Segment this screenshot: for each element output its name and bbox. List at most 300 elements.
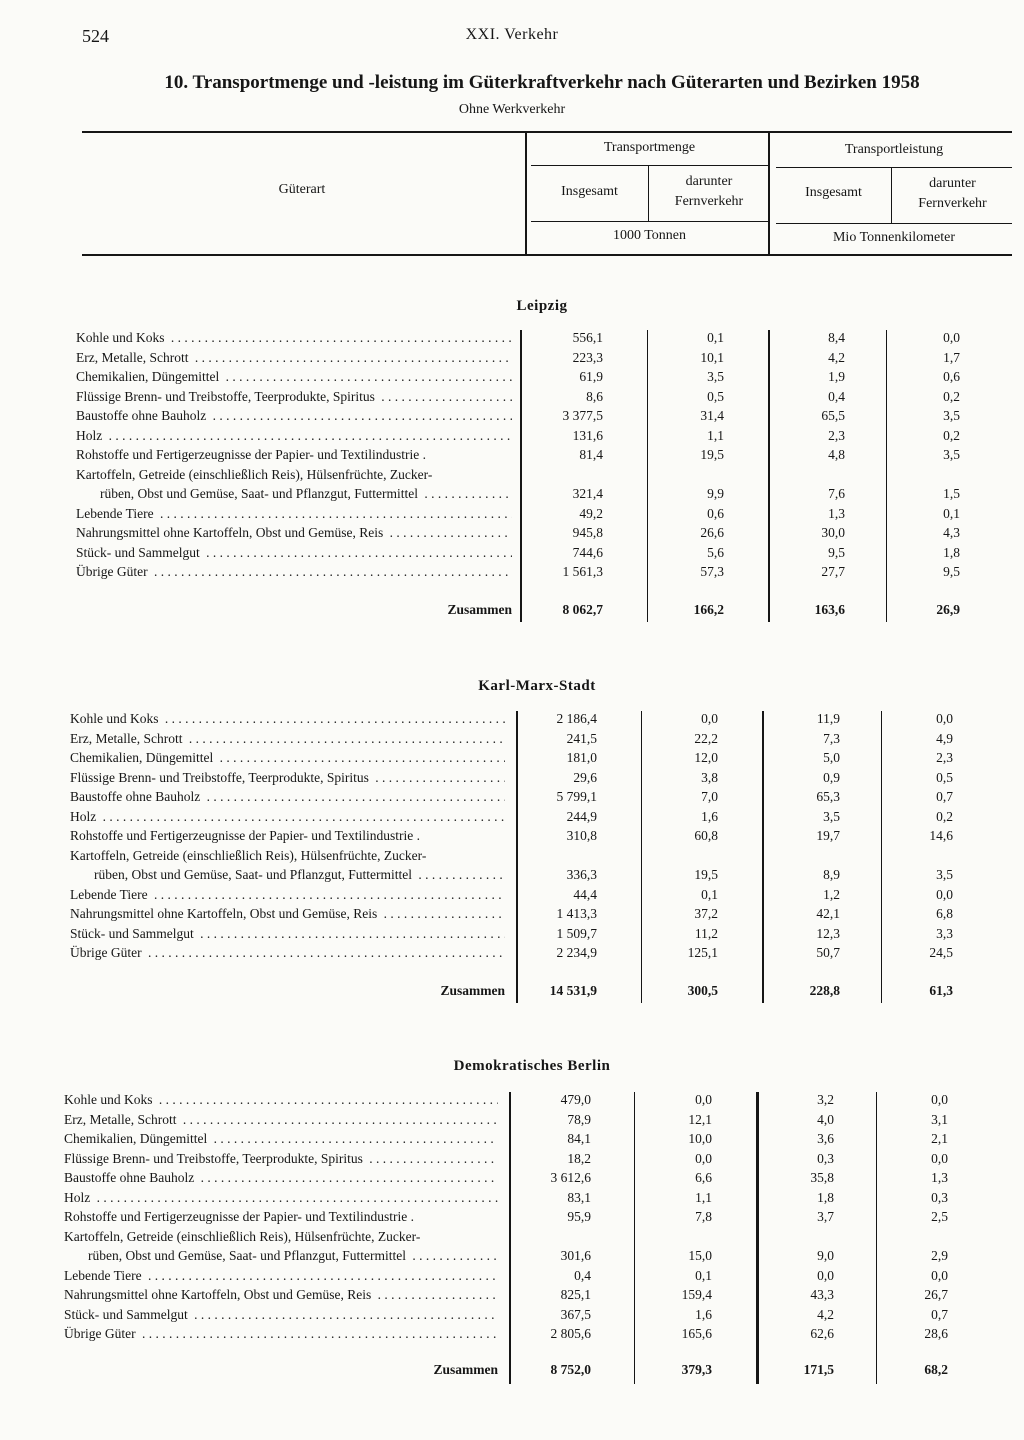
value-fernverkehr-menge: 159,4 — [681, 1287, 712, 1302]
value-fernverkehr-menge: 0,0 — [695, 1150, 712, 1166]
row-label-text: Rohstoffe und Fertigerzeugnisse der Papier- und Textilindustrie . — [70, 828, 423, 843]
row-label — [70, 711, 505, 727]
table-row — [0, 428, 1024, 447]
row-label — [70, 887, 505, 903]
table-title: 10. Transportmenge und -leistung im Güterkraftverkehr nach Güterarten und Bezirken 1958 — [164, 72, 920, 93]
value-insgesamt-menge: 81,4 — [579, 447, 603, 462]
row-label-text: Nahrungsmittel ohne Kartoffeln, Obst und Gemüse, Reis — [64, 1287, 374, 1302]
table-row — [0, 1326, 1024, 1345]
row-label-text: rüben, Obst und Gemüse, Saat- und Pflanzgut, Futtermittel — [100, 486, 421, 501]
row-label — [64, 1190, 498, 1206]
value-insgesamt-leistung: 0,9 — [823, 769, 840, 785]
table-row — [0, 1307, 1024, 1326]
table-row — [0, 945, 1024, 964]
row-label-text: Flüssige Brenn- und Treibstoffe, Teerprodukte, Spiritus — [76, 389, 378, 404]
value-fernverkehr-leistung: 24,5 — [929, 945, 953, 960]
row-label — [76, 506, 512, 522]
row-label — [64, 1268, 498, 1284]
value-insgesamt-menge: 223,3 — [572, 349, 603, 365]
row-label-text: Nahrungsmittel ohne Kartoffeln, Obst und Gemüse, Reis — [76, 525, 386, 540]
value-insgesamt-leistung: 3,5 — [823, 808, 840, 824]
value-insgesamt-menge: 556,1 — [572, 330, 603, 345]
value-fernverkehr-menge: 15,0 — [688, 1248, 712, 1263]
table-row — [0, 1151, 1024, 1170]
table-row — [0, 1209, 1024, 1228]
value-fernverkehr-menge: 0,1 — [707, 330, 724, 345]
leader-dots — [179, 1112, 498, 1127]
value-fernverkehr-leistung: 1,5 — [943, 486, 960, 501]
value-insgesamt-leistung: 8,9 — [823, 867, 840, 882]
value-fernverkehr-leistung: 0,2 — [943, 427, 960, 443]
value-fernverkehr-menge: 57,3 — [700, 564, 724, 579]
table-row — [0, 1190, 1024, 1209]
value-insgesamt-leistung: 11,9 — [816, 711, 840, 726]
row-label-text: Flüssige Brenn- und Treibstoffe, Teerprodukte, Spiritus — [64, 1151, 366, 1166]
value-insgesamt-menge: 0,4 — [574, 1267, 591, 1283]
value-fernverkehr-leistung: 9,5 — [943, 564, 960, 579]
value-insgesamt-menge: 8,6 — [586, 388, 603, 404]
value-fernverkehr-menge: 0,0 — [701, 711, 718, 726]
value-insgesamt-leistung: 4,0 — [817, 1111, 834, 1127]
value-insgesamt-leistung: 0,4 — [828, 388, 845, 404]
table-row — [0, 789, 1024, 808]
row-label-text: Stück- und Sammelgut — [64, 1307, 191, 1322]
total-value-fernverkehr-menge: 379,3 — [681, 1362, 712, 1377]
value-insgesamt-menge: 84,1 — [567, 1131, 591, 1146]
row-label-text: Lebende Tiere — [70, 887, 151, 902]
leader-dots — [99, 809, 505, 824]
row-label-text: Lebende Tiere — [76, 506, 157, 521]
row-label-text: Kartoffeln, Getreide (einschließlich Reis), Hülsenfrüchte, Zucker- — [76, 467, 435, 482]
value-fernverkehr-menge: 6,6 — [695, 1170, 712, 1185]
header-fernverkehr-menge: Fernverkehr — [674, 194, 744, 209]
value-insgesamt-menge: 2 805,6 — [550, 1326, 591, 1341]
value-insgesamt-menge: 321,4 — [572, 486, 603, 501]
leader-dots — [380, 906, 505, 921]
row-label — [64, 1112, 498, 1128]
leader-dots — [185, 731, 505, 746]
table-row — [0, 1287, 1024, 1306]
header-divider — [525, 133, 527, 254]
value-fernverkehr-leistung: 3,3 — [936, 925, 953, 941]
value-fernverkehr-menge: 1,6 — [701, 808, 718, 824]
row-label-text: Stück- und Sammelgut — [70, 926, 197, 941]
value-insgesamt-leistung: 1,8 — [817, 1189, 834, 1205]
value-insgesamt-leistung: 50,7 — [816, 945, 840, 960]
value-fernverkehr-menge: 60,8 — [694, 828, 718, 843]
total-label: Zusammen — [433, 1362, 498, 1377]
value-fernverkehr-menge: 26,6 — [700, 525, 724, 540]
row-label — [76, 408, 512, 424]
header-insgesamt-menge: Insgesamt — [561, 184, 618, 199]
value-fernverkehr-menge: 0,6 — [707, 505, 724, 521]
table-row — [0, 369, 1024, 388]
row-label-text: Chemikalien, Düngemittel — [76, 369, 222, 384]
row-label — [70, 945, 505, 961]
value-fernverkehr-menge: 125,1 — [687, 945, 718, 960]
value-fernverkehr-leistung: 0,5 — [936, 769, 953, 785]
value-insgesamt-menge: 479,0 — [560, 1092, 591, 1107]
total-label: Zusammen — [447, 602, 512, 617]
value-fernverkehr-menge: 0,1 — [695, 1267, 712, 1283]
value-fernverkehr-leistung: 1,8 — [943, 544, 960, 560]
value-insgesamt-leistung: 43,3 — [810, 1287, 834, 1302]
total-row — [0, 602, 1024, 621]
row-label — [94, 867, 505, 883]
value-insgesamt-leistung: 7,6 — [828, 486, 845, 501]
row-label — [70, 906, 505, 922]
leader-dots — [421, 486, 512, 501]
value-fernverkehr-menge: 19,5 — [694, 867, 718, 882]
value-insgesamt-menge: 131,6 — [572, 427, 603, 443]
total-value-fernverkehr-menge: 166,2 — [693, 602, 724, 617]
value-insgesamt-leistung: 5,0 — [823, 750, 840, 765]
row-label — [70, 731, 505, 747]
value-fernverkehr-leistung: 0,0 — [943, 330, 960, 345]
row-label — [70, 828, 505, 844]
value-insgesamt-menge: 1 509,7 — [556, 925, 597, 941]
value-fernverkehr-menge: 12,0 — [694, 750, 718, 765]
leader-dots — [222, 369, 512, 384]
leader-dots — [197, 1170, 498, 1185]
value-insgesamt-menge: 95,9 — [567, 1209, 591, 1224]
header-divider — [768, 133, 770, 254]
leader-dots — [105, 428, 512, 443]
section-title: Demokratisches Berlin — [453, 1058, 611, 1074]
table-row — [0, 330, 1024, 349]
value-fernverkehr-leistung: 0,0 — [931, 1267, 948, 1283]
leader-dots — [386, 525, 512, 540]
value-fernverkehr-leistung: 4,3 — [943, 525, 960, 540]
value-insgesamt-leistung: 1,2 — [823, 886, 840, 902]
row-label-text: Übrige Güter — [76, 564, 151, 579]
value-insgesamt-menge: 241,5 — [566, 730, 597, 746]
row-label-text: Holz — [64, 1190, 93, 1205]
total-value-fernverkehr-leistung: 61,3 — [929, 983, 953, 998]
table-row — [0, 770, 1024, 789]
total-value-insgesamt-leistung: 163,6 — [814, 602, 845, 617]
value-insgesamt-leistung: 42,1 — [816, 906, 840, 921]
leader-dots — [145, 945, 505, 960]
value-fernverkehr-leistung: 0,0 — [931, 1092, 948, 1107]
value-fernverkehr-menge: 10,0 — [688, 1131, 712, 1146]
table-row — [0, 1229, 1024, 1248]
value-fernverkehr-leistung: 4,9 — [936, 730, 953, 746]
row-label — [76, 428, 512, 444]
value-fernverkehr-leistung: 2,9 — [931, 1248, 948, 1263]
value-fernverkehr-leistung: 0,0 — [936, 711, 953, 726]
row-label — [70, 789, 505, 805]
value-fernverkehr-leistung: 0,0 — [931, 1150, 948, 1166]
value-fernverkehr-leistung: 0,7 — [936, 789, 953, 804]
value-insgesamt-leistung: 30,0 — [821, 525, 845, 540]
leader-dots — [191, 350, 512, 365]
row-label — [76, 330, 512, 346]
value-fernverkehr-leistung: 3,5 — [943, 408, 960, 423]
header-unit-rule — [776, 223, 1012, 224]
value-fernverkehr-menge: 12,1 — [688, 1111, 712, 1127]
value-insgesamt-leistung: 62,6 — [810, 1326, 834, 1341]
value-insgesamt-leistung: 4,8 — [828, 447, 845, 462]
header-darunter-leistung: darunter — [929, 176, 976, 191]
value-insgesamt-leistung: 7,3 — [823, 730, 840, 746]
value-fernverkehr-menge: 1,1 — [695, 1189, 712, 1205]
total-value-fernverkehr-leistung: 26,9 — [936, 602, 960, 617]
value-fernverkehr-menge: 0,1 — [701, 886, 718, 902]
value-insgesamt-leistung: 3,2 — [817, 1092, 834, 1107]
value-fernverkehr-leistung: 6,8 — [936, 906, 953, 921]
header-bottom-rule — [82, 254, 1012, 256]
table-row — [0, 1131, 1024, 1150]
section-title: Karl-Marx-Stadt — [478, 678, 596, 694]
value-insgesamt-menge: 181,0 — [566, 750, 597, 765]
value-insgesamt-leistung: 4,2 — [828, 349, 845, 365]
row-label-text: Rohstoffe und Fertigerzeugnisse der Papier- und Textilindustrie . — [76, 447, 429, 462]
value-fernverkehr-menge: 22,2 — [694, 730, 718, 746]
row-label — [70, 848, 505, 864]
running-head: XXI. Verkehr — [465, 26, 559, 43]
value-fernverkehr-leistung: 2,5 — [931, 1209, 948, 1224]
row-label-text: Kohle und Koks — [64, 1092, 156, 1107]
value-fernverkehr-leistung: 3,5 — [936, 867, 953, 882]
row-label — [64, 1131, 498, 1147]
leader-dots — [366, 1151, 498, 1166]
row-label-text: Übrige Güter — [70, 945, 145, 960]
row-label-text: Stück- und Sammelgut — [76, 545, 203, 560]
row-label-text: Kartoffeln, Getreide (einschließlich Reis), Hülsenfrüchte, Zucker- — [64, 1229, 423, 1244]
row-label-text: Baustoffe ohne Bauholz — [70, 789, 203, 804]
table-row — [0, 389, 1024, 408]
header-group-rule — [776, 167, 1012, 168]
row-label — [64, 1092, 498, 1108]
row-label-text: Flüssige Brenn- und Treibstoffe, Teerprodukte, Spiritus — [70, 770, 372, 785]
leader-dots — [139, 1326, 498, 1341]
table-row — [0, 545, 1024, 564]
row-label-text: rüben, Obst und Gemüse, Saat- und Pflanzgut, Futtermittel — [88, 1248, 409, 1263]
row-label — [76, 389, 512, 405]
value-fernverkehr-menge: 9,9 — [707, 486, 724, 501]
total-value-insgesamt-menge: 8 752,0 — [550, 1362, 591, 1377]
value-fernverkehr-leistung: 3,5 — [943, 447, 960, 462]
table-row — [0, 506, 1024, 525]
table-row — [0, 525, 1024, 544]
leader-dots — [191, 1307, 498, 1322]
page-number: 524 — [82, 26, 109, 46]
value-fernverkehr-menge: 11,2 — [694, 925, 718, 941]
value-insgesamt-menge: 2 234,9 — [556, 945, 597, 960]
header-transportmenge: Transportmenge — [603, 140, 696, 155]
table-row — [0, 1092, 1024, 1111]
total-value-fernverkehr-menge: 300,5 — [687, 983, 718, 998]
table-row — [0, 408, 1024, 427]
leader-dots — [93, 1190, 498, 1205]
value-insgesamt-leistung: 65,3 — [816, 789, 840, 804]
row-label — [64, 1209, 498, 1225]
row-label-text: Kartoffeln, Getreide (einschließlich Reis), Hülsenfrüchte, Zucker- — [70, 848, 429, 863]
value-fernverkehr-leistung: 0,2 — [943, 388, 960, 404]
leader-dots — [168, 330, 513, 345]
header-divider — [891, 168, 892, 223]
value-fernverkehr-leistung: 26,7 — [924, 1287, 948, 1302]
row-label-text: Holz — [70, 809, 99, 824]
leader-dots — [151, 887, 505, 902]
value-insgesamt-menge: 83,1 — [567, 1189, 591, 1205]
value-insgesamt-menge: 3 612,6 — [550, 1170, 591, 1185]
section-title: Leipzig — [516, 298, 568, 314]
table-subtitle: Ohne Werkverkehr — [458, 102, 566, 117]
leader-dots — [203, 789, 505, 804]
value-fernverkehr-menge: 10,1 — [700, 349, 724, 365]
total-value-fernverkehr-leistung: 68,2 — [924, 1362, 948, 1377]
leader-dots — [162, 711, 506, 726]
value-insgesamt-menge: 744,6 — [572, 544, 603, 560]
value-insgesamt-leistung: 1,9 — [828, 369, 845, 384]
value-insgesamt-leistung: 0,3 — [817, 1150, 834, 1166]
table-row — [0, 1112, 1024, 1131]
value-insgesamt-menge: 78,9 — [567, 1111, 591, 1127]
total-row — [0, 983, 1024, 1002]
value-fernverkehr-leistung: 0,7 — [931, 1306, 948, 1322]
header-transportleistung: Transportleistung — [844, 142, 944, 157]
value-insgesamt-leistung: 9,0 — [817, 1248, 834, 1263]
leader-dots — [415, 867, 505, 882]
value-insgesamt-menge: 301,6 — [560, 1248, 591, 1263]
table-row — [0, 809, 1024, 828]
header-group-rule — [531, 165, 768, 166]
table-row — [0, 711, 1024, 730]
value-fernverkehr-menge: 7,0 — [701, 789, 718, 804]
value-fernverkehr-menge: 3,5 — [707, 369, 724, 384]
value-insgesamt-leistung: 1,3 — [828, 505, 845, 521]
header-unit-leistung: Mio Tonnenkilometer — [832, 230, 956, 245]
value-fernverkehr-leistung: 0,3 — [931, 1189, 948, 1205]
table-row — [0, 750, 1024, 769]
value-insgesamt-menge: 1 413,3 — [556, 906, 597, 921]
value-fernverkehr-leistung: 0,2 — [936, 808, 953, 824]
value-fernverkehr-menge: 1,1 — [707, 427, 724, 443]
header-fernverkehr-leistung: Fernverkehr — [918, 196, 987, 211]
row-label-text: Chemikalien, Düngemittel — [64, 1131, 210, 1146]
row-label — [100, 486, 512, 502]
value-insgesamt-menge: 18,2 — [567, 1150, 591, 1166]
leader-dots — [209, 408, 512, 423]
row-label-text: Übrige Güter — [64, 1326, 139, 1341]
value-fernverkehr-leistung: 0,0 — [936, 886, 953, 902]
value-fernverkehr-leistung: 1,3 — [931, 1170, 948, 1185]
table-row — [0, 1248, 1024, 1267]
table-row — [0, 564, 1024, 583]
value-fernverkehr-menge: 37,2 — [694, 906, 718, 921]
value-fernverkehr-menge: 0,0 — [695, 1092, 712, 1107]
header-top-rule — [82, 131, 1012, 133]
value-insgesamt-menge: 3 377,5 — [562, 408, 603, 423]
value-insgesamt-leistung: 19,7 — [816, 828, 840, 843]
total-value-insgesamt-menge: 14 531,9 — [549, 983, 597, 998]
value-fernverkehr-menge: 1,6 — [695, 1306, 712, 1322]
row-label — [64, 1229, 498, 1245]
value-fernverkehr-leistung: 2,1 — [931, 1131, 948, 1146]
value-insgesamt-leistung: 65,5 — [821, 408, 845, 423]
value-fernverkehr-menge: 5,6 — [707, 544, 724, 560]
row-label — [64, 1326, 498, 1342]
value-fernverkehr-menge: 19,5 — [700, 447, 724, 462]
total-value-insgesamt-menge: 8 062,7 — [562, 602, 603, 617]
header-divider — [648, 166, 649, 221]
value-fernverkehr-menge: 165,6 — [681, 1326, 712, 1341]
total-value-insgesamt-leistung: 228,8 — [809, 983, 840, 998]
leader-dots — [157, 506, 512, 521]
total-label: Zusammen — [440, 983, 505, 998]
leader-dots — [156, 1092, 499, 1107]
value-insgesamt-leistung: 0,0 — [817, 1267, 834, 1283]
table-row — [0, 486, 1024, 505]
row-label-text: Baustoffe ohne Bauholz — [64, 1170, 197, 1185]
leader-dots — [409, 1248, 498, 1263]
row-label-text: Erz, Metalle, Schrott — [76, 350, 191, 365]
value-insgesamt-leistung: 8,4 — [828, 330, 845, 345]
value-fernverkehr-menge: 7,8 — [695, 1209, 712, 1224]
value-insgesamt-leistung: 27,7 — [821, 564, 845, 579]
value-insgesamt-menge: 2 186,4 — [556, 711, 597, 726]
row-label — [76, 369, 512, 385]
value-fernverkehr-leistung: 28,6 — [924, 1326, 948, 1341]
row-label-text: Erz, Metalle, Schrott — [70, 731, 185, 746]
value-insgesamt-menge: 49,2 — [579, 505, 603, 521]
value-insgesamt-menge: 44,4 — [573, 886, 597, 902]
row-label-text: Lebende Tiere — [64, 1268, 145, 1283]
value-insgesamt-menge: 336,3 — [566, 867, 597, 882]
leader-dots — [197, 926, 505, 941]
row-label — [76, 545, 512, 561]
total-row — [0, 1362, 1024, 1381]
table-row — [0, 828, 1024, 847]
value-fernverkehr-leistung: 14,6 — [929, 828, 953, 843]
value-fernverkehr-leistung: 0,6 — [943, 369, 960, 384]
value-insgesamt-menge: 244,9 — [566, 808, 597, 824]
value-fernverkehr-menge: 3,8 — [701, 769, 718, 785]
leader-dots — [216, 750, 505, 765]
total-value-insgesamt-leistung: 171,5 — [803, 1362, 834, 1377]
row-label — [64, 1307, 498, 1323]
table-row — [0, 1170, 1024, 1189]
row-label-text: Holz — [76, 428, 105, 443]
table-row — [0, 467, 1024, 486]
leader-dots — [372, 770, 505, 785]
row-label-text: Chemikalien, Düngemittel — [70, 750, 216, 765]
value-insgesamt-menge: 367,5 — [560, 1306, 591, 1322]
table-row — [0, 731, 1024, 750]
header-unit-menge: 1000 Tonnen — [612, 228, 687, 243]
header-insgesamt-leistung: Insgesamt — [805, 185, 862, 200]
row-label — [70, 750, 505, 766]
row-label — [76, 525, 512, 541]
row-label — [76, 564, 512, 580]
row-label — [88, 1248, 498, 1264]
table-row — [0, 848, 1024, 867]
value-insgesamt-leistung: 3,7 — [817, 1209, 834, 1224]
row-label-text: rüben, Obst und Gemüse, Saat- und Pflanzgut, Futtermittel — [94, 867, 415, 882]
value-insgesamt-menge: 1 561,3 — [562, 564, 603, 579]
row-label — [70, 926, 505, 942]
row-label — [64, 1287, 498, 1303]
value-insgesamt-leistung: 4,2 — [817, 1306, 834, 1322]
row-label — [64, 1170, 498, 1186]
value-fernverkehr-leistung: 1,7 — [943, 349, 960, 365]
table-row — [0, 1268, 1024, 1287]
row-label-text: Nahrungsmittel ohne Kartoffeln, Obst und Gemüse, Reis — [70, 906, 380, 921]
value-fernverkehr-leistung: 0,1 — [943, 505, 960, 521]
value-insgesamt-menge: 945,8 — [572, 525, 603, 540]
